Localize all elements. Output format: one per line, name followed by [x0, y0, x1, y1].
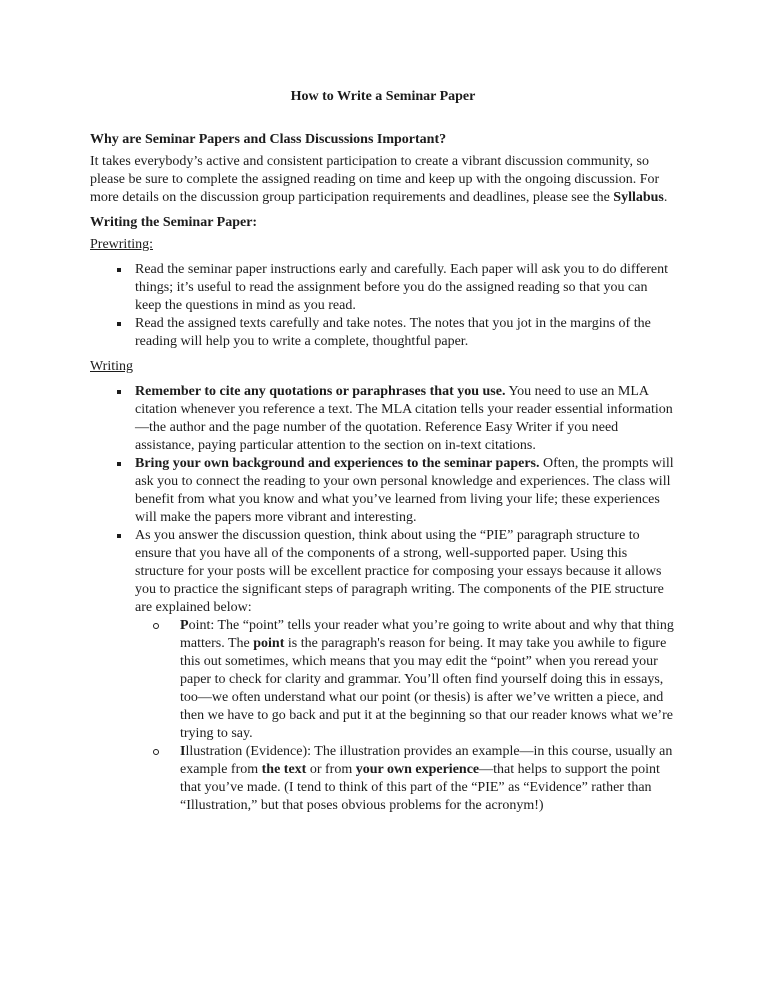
sub-bullet-item — [135, 743, 676, 815]
sub-bullet-text: Illustration (Evidence): The illustration provides an example—in this course, usually an example from the text or from your own experience—that helps to support the point that you’ve made. (I tend to think of this part of the “PIE” as “Evidence” rather than “Illustration,” but that poses obvious problems for the acronym!) — [180, 744, 673, 813]
bullet-item — [90, 455, 676, 527]
square-bullet-icon — [117, 462, 121, 466]
importance-heading: Why are Seminar Papers and Class Discussions Important? — [90, 132, 447, 147]
square-bullet-icon — [117, 322, 121, 326]
bullet-item — [90, 383, 676, 455]
square-bullet-icon — [117, 534, 121, 538]
prewriting-subheading: Prewriting: — [90, 237, 153, 252]
square-bullet-icon — [117, 390, 121, 394]
bullet-text: Bring your own background and experiences to the seminar papers. Often, the prompts will ask you to connect the reading to your own personal knowledge and experiences. The class will benefit from what you know and what you’ve learned from living your life; these experiences will make the papers more vibrant and interesting. — [135, 456, 674, 525]
bullet-text: Read the seminar paper instructions early and carefully. Each paper will ask you to do different things; it’s useful to read the assignment before you do the assigned reading so that you can keep the questions in mind as you read. — [135, 262, 668, 313]
writing-bullet-list — [90, 383, 676, 815]
writing-paper-heading: Writing the Seminar Paper: — [90, 215, 258, 230]
circle-bullet-icon — [153, 623, 159, 629]
pie-sub-bullet-list — [135, 617, 676, 815]
document-title: How to Write a Seminar Paper — [290, 89, 476, 104]
importance-paragraph: It takes everybody’s active and consistent participation to create a vibrant discussion community, so please be sure to complete the assigned reading on time and keep up with the ongoing discussion. For more details on the discussion group participation requirements and deadlines, please see the Syllabus. — [90, 154, 668, 205]
sub-bullet-item — [135, 617, 676, 743]
circle-bullet-icon — [153, 749, 159, 755]
bullet-item — [90, 261, 676, 315]
bullet-text: Remember to cite any quotations or paraphrases that you use. You need to use an MLA citation whenever you reference a text. The MLA citation tells your reader essential information—the author and the page number of the quotation. Reference Easy Writer if you need assistance, paying particular attention to the section on in-text citations. — [135, 384, 673, 453]
bullet-item — [90, 315, 676, 351]
sub-bullet-text: Point: The “point” tells your reader what you’re going to write about and why that thing matters. The point is the paragraph's reason for being. It may take you awhile to figure this out sometimes, which means that you may edit the “point” when you reread your paper to check for clarity and grammar. You’ll often find yourself doing this in essays, too—we often understand what our point (or thesis) is after we’ve written a piece, and then we have to go back and put it at the beginning so that our reader knows what we’re trying to say. — [180, 618, 674, 741]
writing-subheading: Writing — [90, 359, 133, 374]
bullet-text: Read the assigned texts carefully and take notes. The notes that you jot in the margins of the reading will help you to write a complete, thoughtful paper. — [135, 316, 651, 349]
prewriting-bullet-list — [90, 261, 676, 351]
bullet-item — [90, 527, 676, 815]
square-bullet-icon — [117, 268, 121, 272]
bullet-text: As you answer the discussion question, think about using the “PIE” paragraph structure to ensure that you have all of the components of a strong, well-supported paper. Using this structure for your posts will be excellent practice for composing your essays because it allows you to practice the significant steps of paragraph writing. The components of the PIE structure are explained below: — [135, 528, 664, 615]
